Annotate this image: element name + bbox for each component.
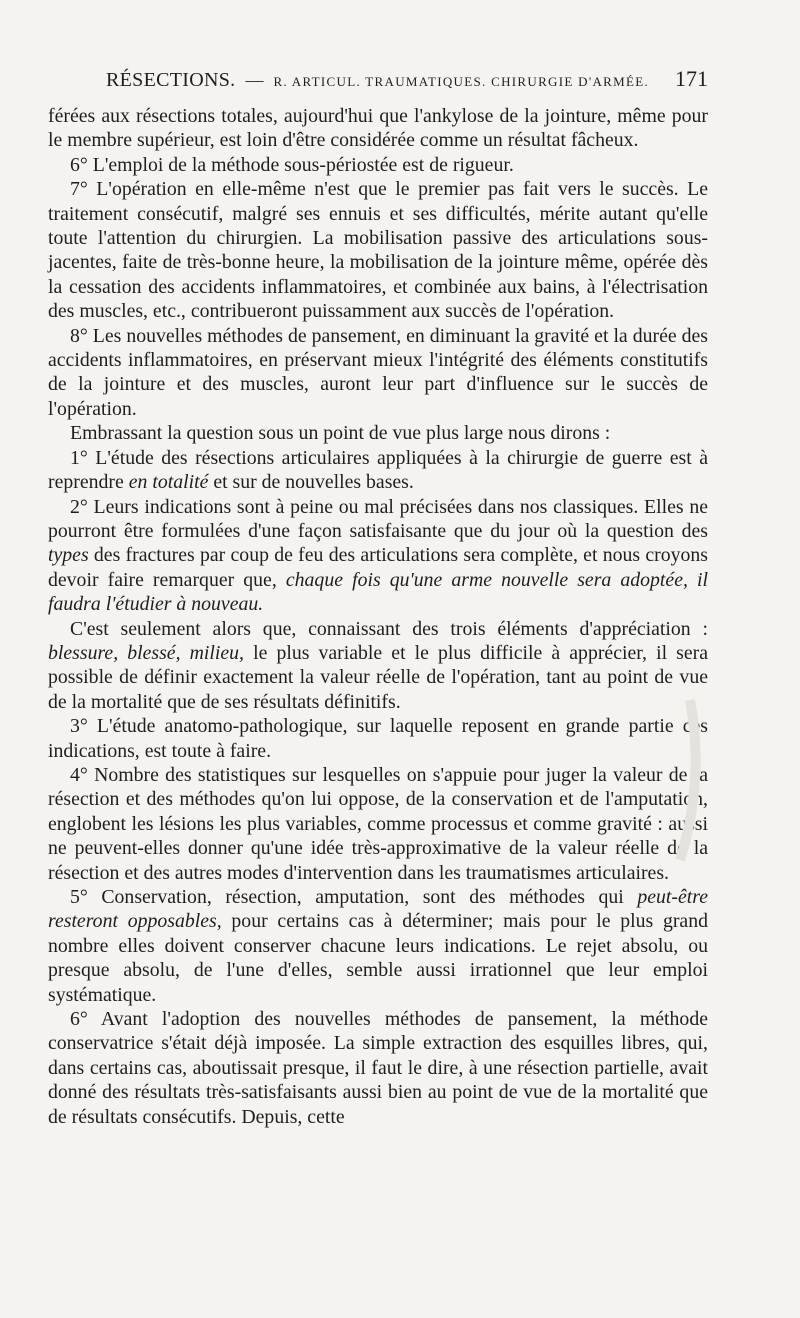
paragraph: [48, 885, 708, 1007]
text-run: Embrassant la question sous un point de vue plus large nous dirons :: [70, 422, 611, 445]
italic-run: types: [48, 544, 89, 567]
text-run: 7° L'opération en elle-même n'est que le premier pas fait vers le succès. Le traitement consécutif, malgré ses ennuis et ses difficultés, mérite autant qu'elle toute l'attention du chirurgien. La mobilisation passive des articulations sous-jacentes, faite de très-bonne heure, la mobilisation de la jointure même, opérée dès la cessation des accidents inflammatoires, et combinée aux bains, à l'électrisation des muscles, etc., contribueront puissamment aux succès de l'opération.: [48, 178, 708, 323]
italic-run: chaque fois qu'une arme nouvelle sera adoptée, il faudra l'étudier à nouveau.: [48, 568, 709, 616]
italic-run: blessure, blessé, milieu,: [48, 641, 244, 664]
text-run: des fractures par coup de feu des articulations sera complète, et nous croyons devoir faire remarquer que,: [48, 544, 708, 591]
paragraph: [48, 324, 708, 422]
paragraph: [48, 763, 708, 885]
paragraph: [48, 1007, 708, 1129]
text-run: 2° Leurs indications sont à peine ou mal précisées dans nos classiques. Elles ne pourront être formulées d'une façon satisfaisante que du jour où la question des: [48, 495, 708, 542]
paragraph: [48, 714, 708, 763]
running-header: [48, 66, 708, 102]
text-run: 6° Avant l'adoption des nouvelles méthodes de pansement, la méthode conservatrice s'était déjà imposée. La simple extraction des esquilles libres, qui, dans certains cas, aboutissait presque, il faut le dire, à une résection partielle, avait donné des résultats très-satisfaisants aussi bien au point de vue de la mortalité que de résultats consécutifs. Depuis, cette: [48, 1008, 708, 1128]
text-run: 6° L'emploi de la méthode sous-périostée est de rigueur.: [70, 153, 514, 176]
body-text: [48, 104, 708, 1129]
paragraph: [48, 104, 708, 153]
header-section-title: RÉSECTIONS.: [106, 69, 236, 91]
text-run: et sur de nouvelles bases.: [208, 471, 414, 494]
paragraph: [48, 446, 708, 495]
text-run: 8° Les nouvelles méthodes de pansement, en diminuant la gravité et la durée des accidents inflammatoires, en préservant mieux l'intégrité des éléments constitutifs de la jointure et des muscles, auront leur part d'influence sur le succès de l'opération.: [48, 324, 708, 420]
paragraph: [48, 617, 708, 715]
header-subtitle: R. ARTICUL. TRAUMATIQUES. CHIRURGIE D'ARMÉE.: [273, 74, 650, 89]
text-run: 3° L'étude anatomo-pathologique, sur laquelle reposent en grande partie ces indications, est toute à faire.: [48, 715, 708, 762]
paragraph: [48, 153, 708, 177]
header-dash: —: [245, 70, 264, 90]
paragraph: [48, 421, 708, 445]
italic-run: peut-être resteront opposables,: [48, 886, 708, 933]
paragraph: [48, 495, 708, 617]
text-run: pour certains cas à déterminer; mais pour le plus grand nombre elles doivent conserver chacune leurs indications. Le rejet absolu, ou presque absolu, de l'une d'elles, semble aussi irrationnel que leur emploi systématique.: [48, 910, 708, 1006]
text-run: le plus variable et le plus difficile à apprécier, il sera possible de définir exactement la valeur réelle de l'opération, tant au point de vue de la mortalité que de ses résultats définitifs.: [48, 641, 709, 713]
text-run: C'est seulement alors que, connaissant des trois éléments d'appréciation :: [70, 617, 708, 640]
page-number: 171: [675, 66, 708, 91]
text-run: 4° Nombre des statistiques sur lesquelles on s'appuie pour juger la valeur de la résection et des méthodes qu'on lui oppose, de la conservation et de l'amputation, englobent les lésions les plus variables, comme processus et comme gravité : aussi ne peuvent-elles donner qu'une idée très-approximative de la valeur réelle de la résection et des autres modes d'intervention dans les traumatismes articulaires.: [48, 763, 708, 884]
text-run: 5° Conservation, résection, amputation, sont des méthodes qui: [70, 886, 638, 908]
text-run: férées aux résections totales, aujourd'hui que l'ankylose de la jointure, même pour le membre supérieur, est loin d'être considérée comme un résultat fâcheux.: [48, 105, 708, 152]
text-run: 1° L'étude des résections articulaires appliquées à la chirurgie de guerre est à reprendre: [48, 446, 708, 494]
italic-run: en totalité: [128, 471, 209, 494]
paragraph: [48, 177, 708, 323]
